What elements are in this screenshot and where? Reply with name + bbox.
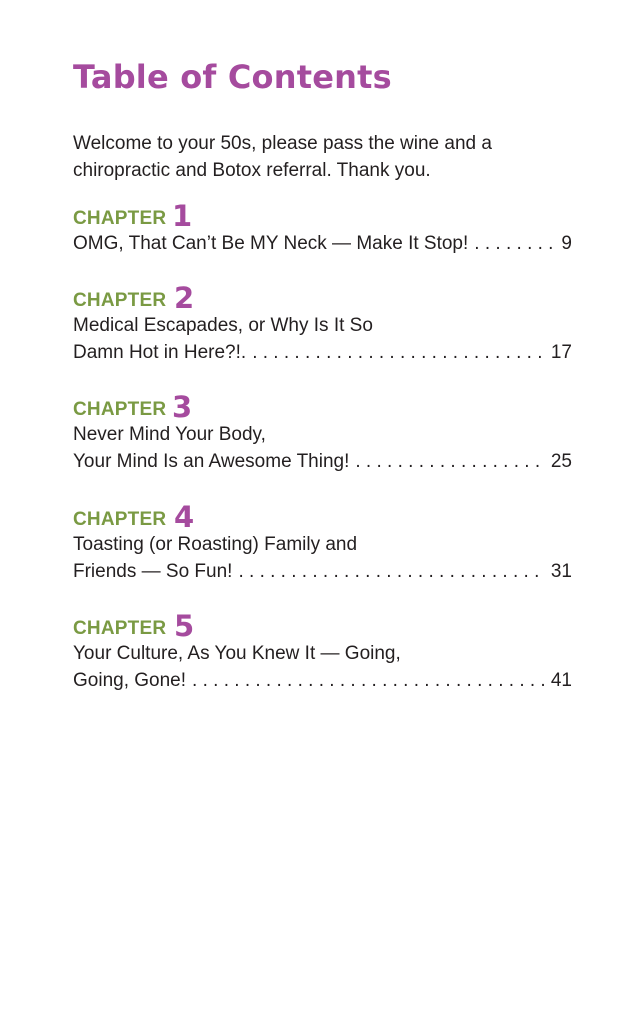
chapter-heading — [73, 609, 572, 643]
chapter-5 — [73, 610, 572, 694]
chapter-title-line: OMG, That Can’t Be MY Neck — Make It Stop! — [73, 233, 469, 254]
chapter-title-line: Your Culture, As You Knew It — Going, — [73, 643, 401, 664]
chapter-heading — [73, 500, 572, 534]
chapter-title-line: Your Mind Is an Awesome Thing! — [73, 451, 350, 472]
chapter-number: 4 — [174, 500, 195, 534]
page-number: 25 — [550, 451, 572, 472]
chapter-title-line: Going, Gone! — [73, 670, 187, 691]
dot-leader — [252, 339, 545, 366]
chapter-heading — [73, 199, 572, 233]
chapter-heading — [73, 390, 572, 424]
page-number: 41 — [550, 670, 572, 691]
chapter-title-line: Friends — So Fun! — [73, 561, 233, 582]
dot-leader — [474, 230, 555, 257]
toc-entry-4[interactable] — [73, 558, 572, 585]
chapter-title-line: Toasting (or Roasting) Family and — [73, 534, 358, 555]
chapter-3 — [73, 391, 572, 475]
chapter-label: CHAPTER — [73, 399, 167, 420]
chapter-4 — [73, 501, 572, 585]
chapter-heading — [73, 281, 572, 315]
toc-entry-3[interactable] — [73, 448, 572, 475]
chapter-label: CHAPTER — [73, 509, 167, 530]
chapter-title-line: Damn Hot in Here?!. — [73, 342, 247, 363]
chapter-label: CHAPTER — [73, 290, 167, 311]
chapter-number: 2 — [174, 281, 195, 315]
chapter-title-line: Medical Escapades, or Why Is It So — [73, 315, 373, 336]
chapter-label: CHAPTER — [73, 618, 167, 639]
chapter-1 — [73, 200, 572, 257]
page-number: 9 — [561, 233, 572, 254]
page-number: 31 — [550, 561, 572, 582]
toc-entry-2[interactable] — [73, 339, 572, 366]
chapter-title-line: Never Mind Your Body, — [73, 424, 266, 445]
dot-leader — [238, 558, 544, 585]
chapter-number: 3 — [172, 390, 193, 424]
page-title: Table of Contents — [73, 58, 392, 96]
chapter-number: 5 — [174, 609, 195, 643]
dot-leader — [192, 667, 545, 694]
intro-text: Welcome to your 50s, please pass the wine and a chiropractic and Botox referral. Thank you. — [73, 133, 492, 181]
toc-entry-5[interactable] — [73, 667, 572, 694]
chapter-number: 1 — [172, 199, 193, 233]
toc-entry-1[interactable] — [73, 230, 572, 257]
chapter-label: CHAPTER — [73, 208, 167, 229]
chapter-2 — [73, 282, 572, 366]
dot-leader — [355, 448, 544, 475]
page-number: 17 — [550, 342, 572, 363]
